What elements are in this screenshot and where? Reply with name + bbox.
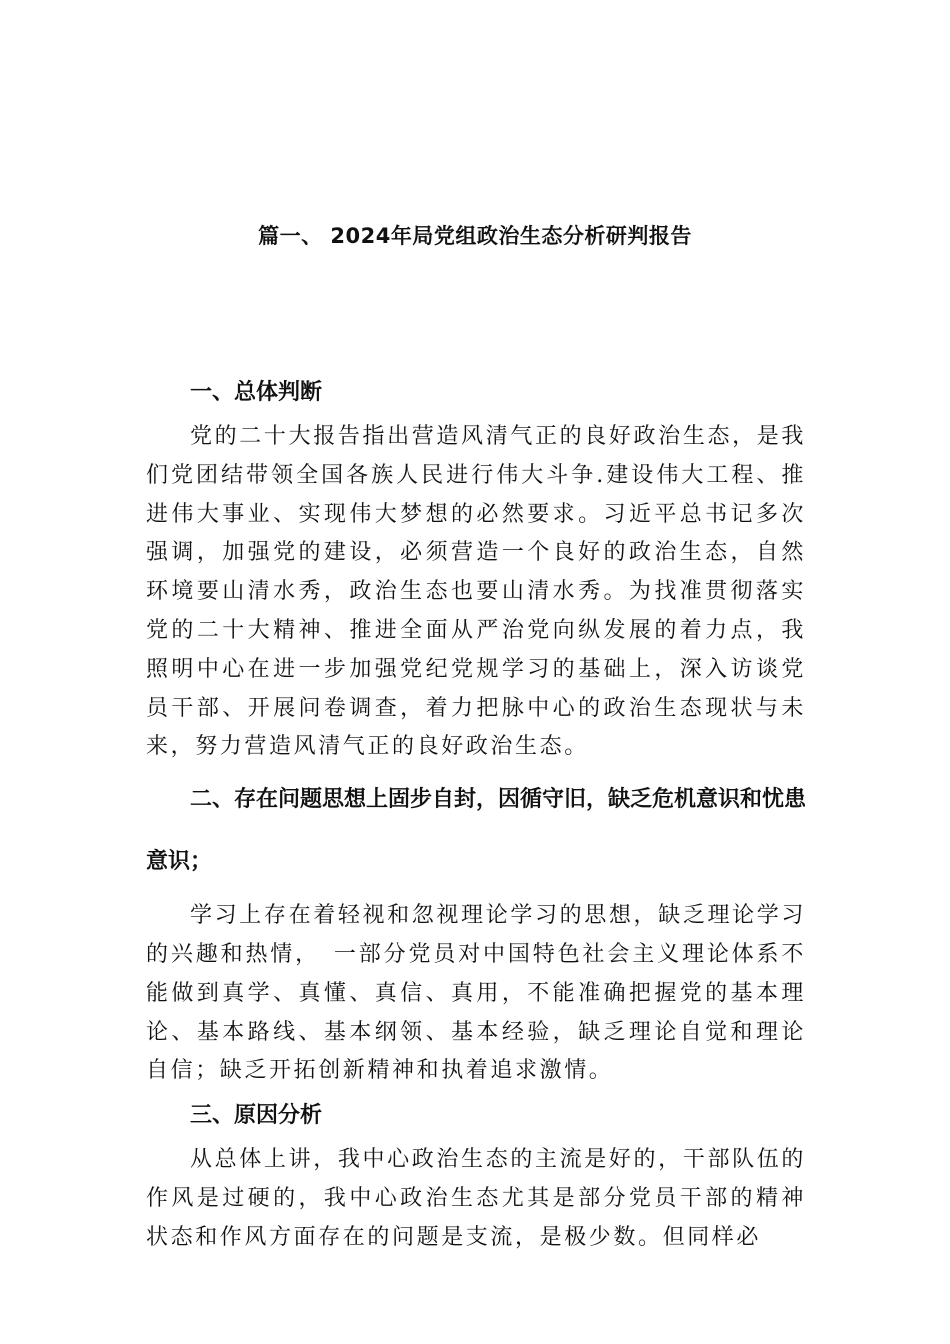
- section-heading-existing-problems: 二、存在问题思想上固步自封，因循守旧，缺乏危机意识和忧患意识；: [146, 787, 807, 875]
- section-paragraph-overall-judgment: 党的二十大报告指出营造风清气正的良好政治生态，是我们党团结带领全国各族人民进行伟大斗争.建设伟大工程、推进伟大事业、实现伟大梦想的必然要求。习近平总书记多次强调，加强党的建设，必须营造一个良好的政治生态，自然环境要山清水秀，政治生态也要山清水秀。为找准贯彻落实党的二十大精神、推进全面从严治党向纵发展的着力点，我照明中心在进一步加强党纪党规学习的基础上，深入访谈党员干部、开展问卷调查，着力把脉中心的政治生态现状与未来，努力营造风清气正的良好政治生态。: [146, 424, 806, 760]
- document-body: [146, 374, 806, 1264]
- document-title: 篇一、 2024年局党组政治生态分析研判报告: [258, 224, 692, 248]
- section-paragraph-existing-problems: 学习上存在着轻视和忽视理论学习的思想，缺乏理论学习的兴趣和热情， 一部分党员对中国特色社会主义理论体系不能做到真学、真懂、真信、真用，不能准确把握党的基本理论、基本路线、基本纲领、基本经验，缺乏理论自觉和理论自信；缺乏开拓创新精神和执着追求激情。: [146, 903, 806, 1084]
- section-heading-cause-analysis: 三、原因分析: [190, 1103, 323, 1129]
- section-paragraph-cause-analysis: 从总体上讲，我中心政治生态的主流是好的，干部队伍的作风是过硬的，我中心政治生态尤其是部分党员干部的精神状态和作风方面存在的问题是支流，是极少数。但同样必: [146, 1147, 806, 1250]
- section-heading-overall-judgment: 一、总体判断: [190, 380, 323, 405]
